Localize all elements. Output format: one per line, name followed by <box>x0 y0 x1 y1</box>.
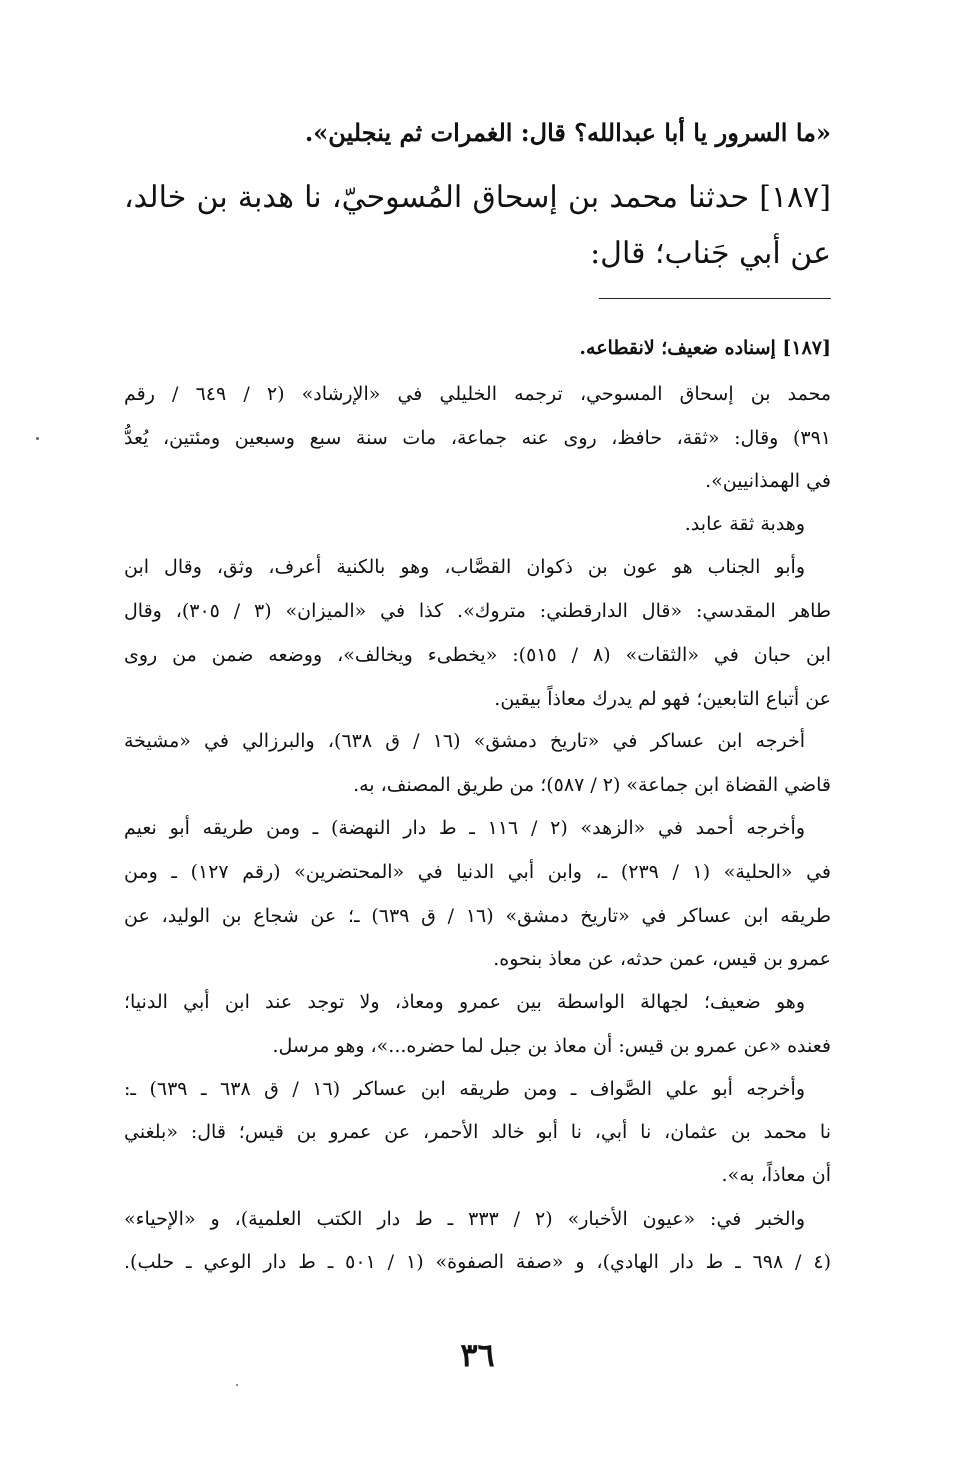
page-number: ٣٦ <box>460 1336 495 1374</box>
footnote-separator <box>599 298 831 299</box>
footnote-line: والخبر في: «عيون الأخبار» (٢ / ٣٣٣ ـ ط دار الكتب العلمية)، و «الإحياء» <box>124 1208 806 1230</box>
scan-speck <box>36 437 39 440</box>
hadith-isnad-line: [١٨٧] حدثنا محمد بن إسحاق المُسوحيّ، نا هدبة بن خالد، <box>124 180 831 215</box>
footnote-line: في الهمذانيين». <box>705 470 831 492</box>
footnote-line: في «الحلية» (١ / ٢٣٩) ـ، وابن أبي الدنيا في «المحتضرين» (رقم ١٢٧) ـ ومن <box>124 861 832 883</box>
footnote-line: وأبو الجناب هو عون بن ذكوان القصَّاب، وهو بالكنية أعرف، وثق، وقال ابن <box>124 556 805 578</box>
hadith-isnad-line: عن أبي جَناب؛ قال: <box>590 236 831 271</box>
footnote-line: فعنده «عن عمرو بن قيس: أن معاذ بن جبل لما حضره...»، وهو مرسل. <box>272 1035 831 1057</box>
footnote-heading: [١٨٧] إسناده ضعيف؛ لانقطاعه. <box>579 337 831 359</box>
quote-line: «ما السرور يا أبا عبدالله؟ قال: الغمرات ثم ينجلين». <box>304 118 831 147</box>
footnote-line: ٣٩١) وقال: «ثقة، حافظ، روى عنه جماعة، مات سنة سبع وسبعين ومئتين، يُعدُّ <box>124 427 831 449</box>
footnote-line: عمرو بن قيس، عمن حدثه، عن معاذ بنحوه. <box>493 948 831 970</box>
footnote-line: وأخرجه أحمد في «الزهد» (٢ / ١١٦ ـ ط دار النهضة) ـ ومن طريقه أبو نعيم <box>124 817 805 839</box>
footnote-line: طاهر المقدسي: «قال الدارقطني: متروك». كذا في «الميزان» (٣ / ٣٠٥)، وقال <box>124 600 832 622</box>
footnote-line: عن أتباع التابعين؛ فهو لم يدرك معاذاً بيقين. <box>494 688 831 710</box>
footnote-line: وهو ضعيف؛ لجهالة الواسطة بين عمرو ومعاذ، ولا توجد عند ابن أبي الدنيا؛ <box>124 991 805 1013</box>
footnote-line: قاضي القضاة ابن جماعة» (٢ / ٥٨٧)؛ من طريق المصنف، به. <box>353 774 831 796</box>
footnote-line: محمد بن إسحاق المسوحي، ترجمه الخليلي في «الإرشاد» (٢ / ٦٤٩ / رقم <box>124 383 832 405</box>
footnote-line: وأخرجه أبو علي الصَّواف ـ ومن طريقه ابن عساكر (١٦ / ق ٦٣٨ ـ ٦٣٩) ـ: <box>124 1078 805 1100</box>
footnote-line: (٤ / ٦٩٨ ـ ط دار الهادي)، و «صفة الصفوة» (١ / ٥٠١ ـ ط دار الوعي ـ حلب). <box>124 1251 831 1273</box>
footnote-line: وهدبة ثقة عابد. <box>684 513 805 535</box>
footnote-line: ابن حبان في «الثقات» (٨ / ٥١٥): «يخطىء ويخالف»، ووضعه ضمن من روى <box>124 644 831 666</box>
footnote-line: أن معاذاً، به». <box>721 1164 831 1186</box>
scan-speck <box>236 1384 238 1386</box>
footnote-line: طريقه ابن عساكر في «تاريخ دمشق» (١٦ / ق ٦٣٩) ـ؛ عن شجاع بن الوليد، عن <box>124 905 831 927</box>
footnote-line: نا محمد بن عثمان، نا أبي، نا أبو خالد الأحمر، عن عمرو بن قيس؛ قال: «بلغني <box>124 1121 831 1143</box>
footnote-line: أخرجه ابن عساكر في «تاريخ دمشق» (١٦ / ق ٦٣٨)، والبرزالي في «مشيخة <box>124 730 805 752</box>
